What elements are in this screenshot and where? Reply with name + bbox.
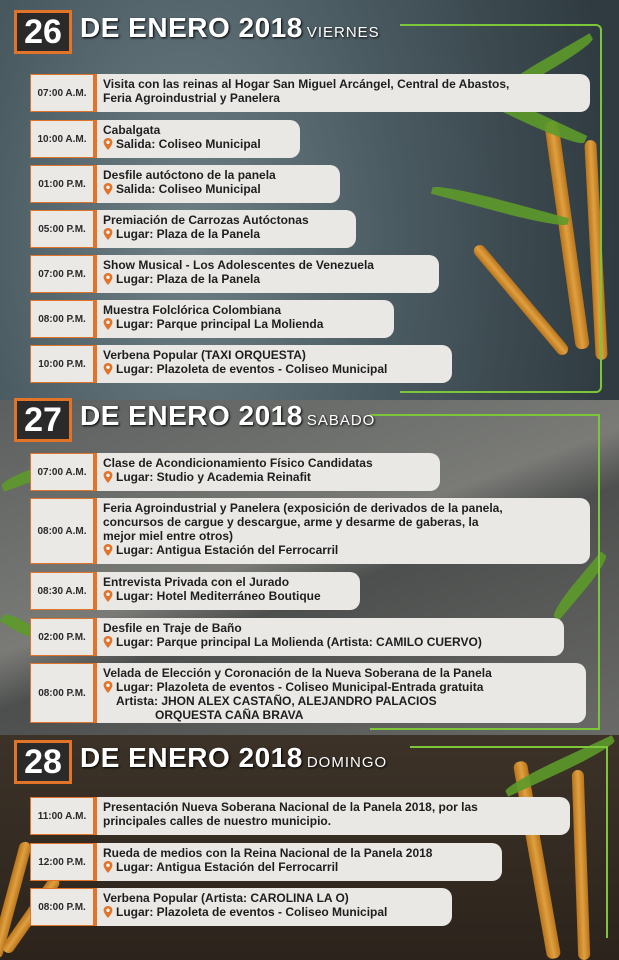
event-location (103, 589, 354, 603)
event-details (94, 74, 590, 112)
event-details (94, 572, 360, 610)
day-number: 27 (14, 398, 72, 442)
event-description: Muestra Folclórica Colombiana (103, 303, 282, 317)
day-title (80, 12, 380, 44)
event-description: Show Musical - Los Adolescentes de Venezuela (103, 258, 374, 272)
event-description: Entrevista Privada con el Jurado (103, 575, 290, 589)
map-pin-icon (103, 183, 113, 195)
day-title-text: DE ENERO 2018 (80, 400, 303, 431)
event-description: Feria Agroindustrial y Panelera (exposición de derivados de la panela, (103, 501, 503, 515)
event-location (103, 182, 334, 196)
event-location-text: Lugar: Plaza de la Panela (116, 272, 261, 286)
day-number: 28 (14, 740, 72, 784)
day-title-text: DE ENERO 2018 (80, 12, 303, 43)
event-time: 08:00 P.M. (30, 888, 94, 926)
event-description: Presentación Nueva Soberana Nacional de la Panela 2018, por las (103, 800, 478, 814)
event-description: Verbena Popular (TAXI ORQUESTA) (103, 348, 306, 362)
event-details (94, 210, 356, 248)
event-location (103, 470, 434, 484)
event-description: Desfile en Traje de Baño (103, 621, 242, 635)
event-description: Visita con las reinas al Hogar San Miguel Arcángel, Central de Abastos, (103, 77, 510, 91)
event-details (94, 888, 452, 926)
day-header (14, 10, 574, 58)
event-location-text: Lugar: Antigua Estación del Ferrocarril (116, 543, 339, 557)
event-time: 08:30 A.M. (30, 572, 94, 610)
day-title-text: DE ENERO 2018 (80, 742, 303, 773)
event-time: 02:00 P.M. (30, 618, 94, 656)
map-pin-icon (103, 318, 113, 330)
map-pin-icon (103, 636, 113, 648)
map-pin-icon (103, 861, 113, 873)
event-location (103, 317, 388, 331)
map-pin-icon (103, 681, 113, 693)
day-number: 26 (14, 10, 72, 54)
event-location (103, 860, 496, 874)
map-pin-icon (103, 471, 113, 483)
day-title (80, 742, 387, 774)
event-location (103, 362, 446, 376)
event-location-text: Lugar: Studio y Academia Reinafit (116, 470, 311, 484)
event-details (94, 165, 340, 203)
day-title (80, 400, 375, 432)
event-description: Velada de Elección y Coronación de la Nueva Soberana de la Panela (103, 666, 492, 680)
event-location (103, 680, 580, 694)
event-time: 10:00 A.M. (30, 120, 94, 158)
event-details (94, 453, 440, 491)
event-details (94, 797, 570, 835)
event-location (103, 272, 433, 286)
event-time: 08:00 P.M. (30, 300, 94, 338)
map-pin-icon (103, 544, 113, 556)
day-weekday: VIERNES (306, 24, 380, 41)
event-description: concursos de cargue y descargue, arme y desarme de gaberas, la (103, 515, 479, 529)
map-pin-icon (103, 138, 113, 150)
event-time: 07:00 P.M. (30, 255, 94, 293)
event-location-text: Lugar: Plazoleta de eventos - Coliseo Municipal-Entrada gratuita (116, 680, 484, 694)
event-details (94, 618, 564, 656)
event-details (94, 843, 502, 881)
event-artists: ORQUESTA CAÑA BRAVA (155, 708, 304, 722)
map-pin-icon (103, 228, 113, 240)
day-header (14, 398, 574, 446)
event-description: Premiación de Carrozas Autóctonas (103, 213, 309, 227)
event-location-text: Lugar: Hotel Mediterráneo Boutique (116, 589, 321, 603)
event-time: 08:00 P.M. (30, 663, 94, 723)
event-location-text: Lugar: Parque principal La Molienda (116, 317, 324, 331)
event-description: Rueda de medios con la Reina Nacional de la Panela 2018 (103, 846, 433, 860)
day-weekday: SABADO (306, 412, 376, 429)
event-location (103, 137, 294, 151)
event-details (94, 498, 590, 564)
event-description: Clase de Acondicionamiento Físico Candidatas (103, 456, 373, 470)
event-time: 08:00 A.M. (30, 498, 94, 564)
event-description: Cabalgata (103, 123, 161, 137)
map-pin-icon (103, 273, 113, 285)
day-header (14, 740, 574, 788)
event-location (103, 905, 446, 919)
event-description: principales calles de nuestro municipio. (103, 814, 332, 828)
map-pin-icon (103, 906, 113, 918)
event-location-text: Lugar: Parque principal La Molienda (Artista: CAMILO CUERVO) (116, 635, 482, 649)
event-details (94, 120, 300, 158)
event-location-text: Lugar: Plazoleta de eventos - Coliseo Municipal (116, 362, 388, 376)
event-description: mejor miel entre otros) (103, 529, 234, 543)
event-details (94, 663, 586, 723)
map-pin-icon (103, 590, 113, 602)
event-description: Verbena Popular (Artista: CAROLINA LA O) (103, 891, 349, 905)
event-location (103, 635, 558, 649)
event-time: 07:00 A.M. (30, 74, 94, 112)
event-details (94, 300, 394, 338)
event-artists: Artista: JHON ALEX CASTAÑO, ALEJANDRO PALACIOS (116, 694, 437, 708)
map-pin-icon (103, 363, 113, 375)
event-time: 01:00 P.M. (30, 165, 94, 203)
event-details (94, 255, 439, 293)
event-description: Feria Agroindustrial y Panelera (103, 91, 280, 105)
event-time: 12:00 P.M. (30, 843, 94, 881)
event-location-text: Lugar: Antigua Estación del Ferrocarril (116, 860, 339, 874)
event-location (103, 227, 350, 241)
event-details (94, 345, 452, 383)
event-location-text: Salida: Coliseo Municipal (116, 182, 261, 196)
event-location (103, 543, 584, 557)
event-location-text: Salida: Coliseo Municipal (116, 137, 261, 151)
event-location-text: Lugar: Plaza de la Panela (116, 227, 261, 241)
day-weekday: DOMINGO (306, 754, 388, 771)
event-time: 05:00 P.M. (30, 210, 94, 248)
event-time: 07:00 A.M. (30, 453, 94, 491)
event-time: 10:00 P.M. (30, 345, 94, 383)
event-description: Desfile autóctono de la panela (103, 168, 276, 182)
event-location-text: Lugar: Plazoleta de eventos - Coliseo Municipal (116, 905, 388, 919)
event-time: 11:00 A.M. (30, 797, 94, 835)
